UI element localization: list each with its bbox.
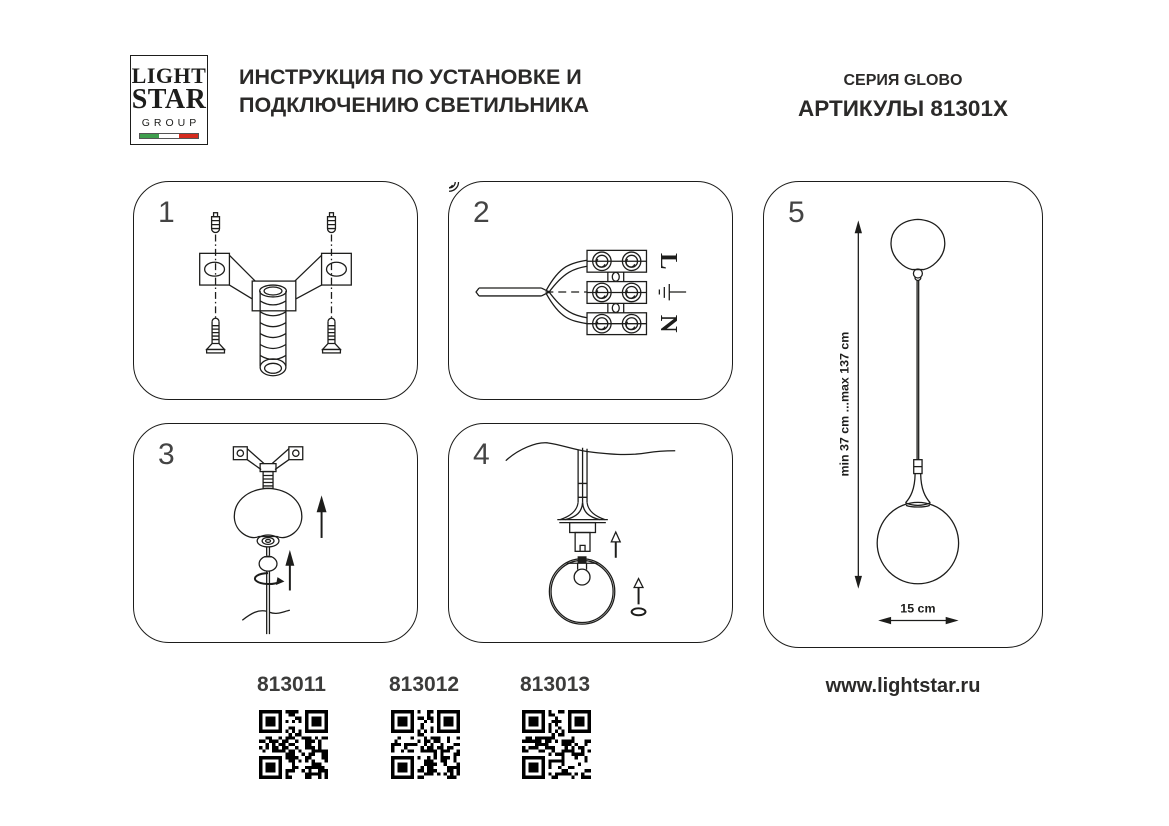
logo-star: STAR bbox=[131, 84, 207, 115]
pendant-dimensions-diagram bbox=[764, 182, 1042, 647]
qr-code-813012 bbox=[391, 710, 460, 779]
step-2-panel bbox=[448, 181, 733, 400]
ground-symbol bbox=[659, 284, 686, 300]
mounting-bracket-diagram bbox=[134, 182, 417, 399]
terminal-wiring-diagram bbox=[449, 182, 732, 399]
page-title bbox=[239, 63, 589, 119]
series-label: СЕРИЯ GLOBO bbox=[843, 72, 963, 89]
logo-group: GROUP bbox=[141, 117, 201, 129]
title-line-1: ИНСТРУКЦИЯ ПО УСТАНОВКЕ И bbox=[239, 65, 582, 89]
height-dimension-label: min 37 cm ...max 137 cm bbox=[837, 331, 852, 477]
step-number: 3 bbox=[158, 438, 175, 471]
italian-flag-bar bbox=[139, 133, 199, 139]
title-line-2: ПОДКЛЮЧЕНИЮ СВЕТИЛЬНИКА bbox=[239, 93, 590, 117]
width-dimension-label: 15 cm bbox=[900, 601, 936, 616]
step-5-panel bbox=[763, 181, 1043, 648]
step-4-panel bbox=[448, 423, 733, 643]
step-1-panel bbox=[133, 181, 418, 400]
article-code-813013: 813013 bbox=[520, 673, 591, 696]
lightstar-logo bbox=[130, 55, 208, 145]
article-code-813012: 813012 bbox=[389, 673, 460, 696]
qr-code-813011 bbox=[259, 710, 328, 779]
articles-label: АРТИКУЛЫ 81301X bbox=[798, 96, 1008, 121]
neutral-label: N bbox=[654, 314, 682, 333]
article-code-813011: 813011 bbox=[257, 673, 326, 696]
step-number: 4 bbox=[473, 438, 490, 471]
step-number: 1 bbox=[158, 196, 175, 229]
step-number: 5 bbox=[788, 196, 805, 229]
globe-installation-diagram bbox=[449, 424, 732, 642]
step-3-panel bbox=[133, 423, 418, 643]
qr-code-813013 bbox=[522, 710, 591, 779]
website-link: www.lightstar.ru bbox=[825, 675, 981, 697]
logo-light: LIGHT bbox=[131, 63, 207, 88]
step-number: 2 bbox=[473, 196, 490, 229]
live-label: L bbox=[654, 253, 682, 270]
canopy-installation-diagram bbox=[134, 424, 417, 642]
